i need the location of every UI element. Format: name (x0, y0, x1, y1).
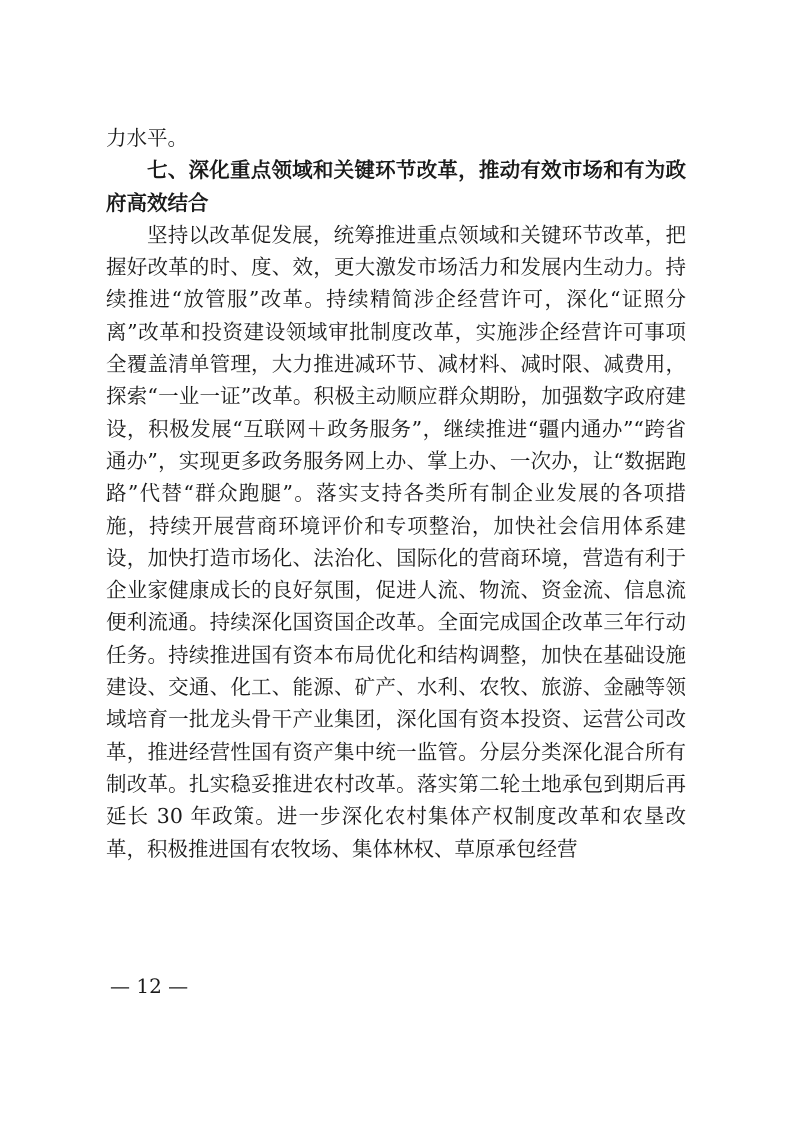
section-heading: 七、深化重点领域和关键环节改革，推动有效市场和有为政府高效结合 (106, 158, 686, 215)
page-number: — 12 — (110, 974, 189, 998)
document-body (106, 122, 686, 865)
continuation-text: 力水平。 (106, 126, 188, 150)
body-paragraph: 坚持以改革促发展，统筹推进重点领域和关键环节改革，把握好改革的时、度、效，更大激发市场活力和发展内生动力。持续推进“放管服”改革。持续精简涉企经营许可，深化“证照分离”改革和投资建设领域审批制度改革，实施涉企经营许可事项全覆盖清单管理，大力推进减环节、减材料、减时限、减费用，探索“一业一证”改革。积极主动顺应群众期盼，加强数字政府建设，积极发展“互联网＋政务服务”，继续推进“疆内通办”“跨省通办”，实现更多政务服务网上办、掌上办、一次办，让“数据跑路”代替“群众跑腿”。落实支持各类所有制企业发展的各项措施，持续开展营商环境评价和专项整治，加快社会信用体系建设，加快打造市场化、法治化、国际化的营商环境，营造有利于企业家健康成长的良好氛围，促进人流、物流、资金流、信息流便利流通。持续深化国资国企改革。全面完成国企改革三年行动任务。持续推进国有资本布局优化和结构调整，加快在基础设施建设、交通、化工、能源、矿产、水利、农牧、旅游、金融等领域培育一批龙头骨干产业集团，深化国有资本投资、运营公司改革，推进经营性国有资产集中统一监管。分层分类深化混合所有制改革。扎实稳妥推进农村改革。落实第二轮土地承包到期后再延长 30 年政策。进一步深化农村集体产权制度改革和农垦改革，积极推进国有农牧场、集体林权、草原承包经营 (106, 222, 686, 861)
